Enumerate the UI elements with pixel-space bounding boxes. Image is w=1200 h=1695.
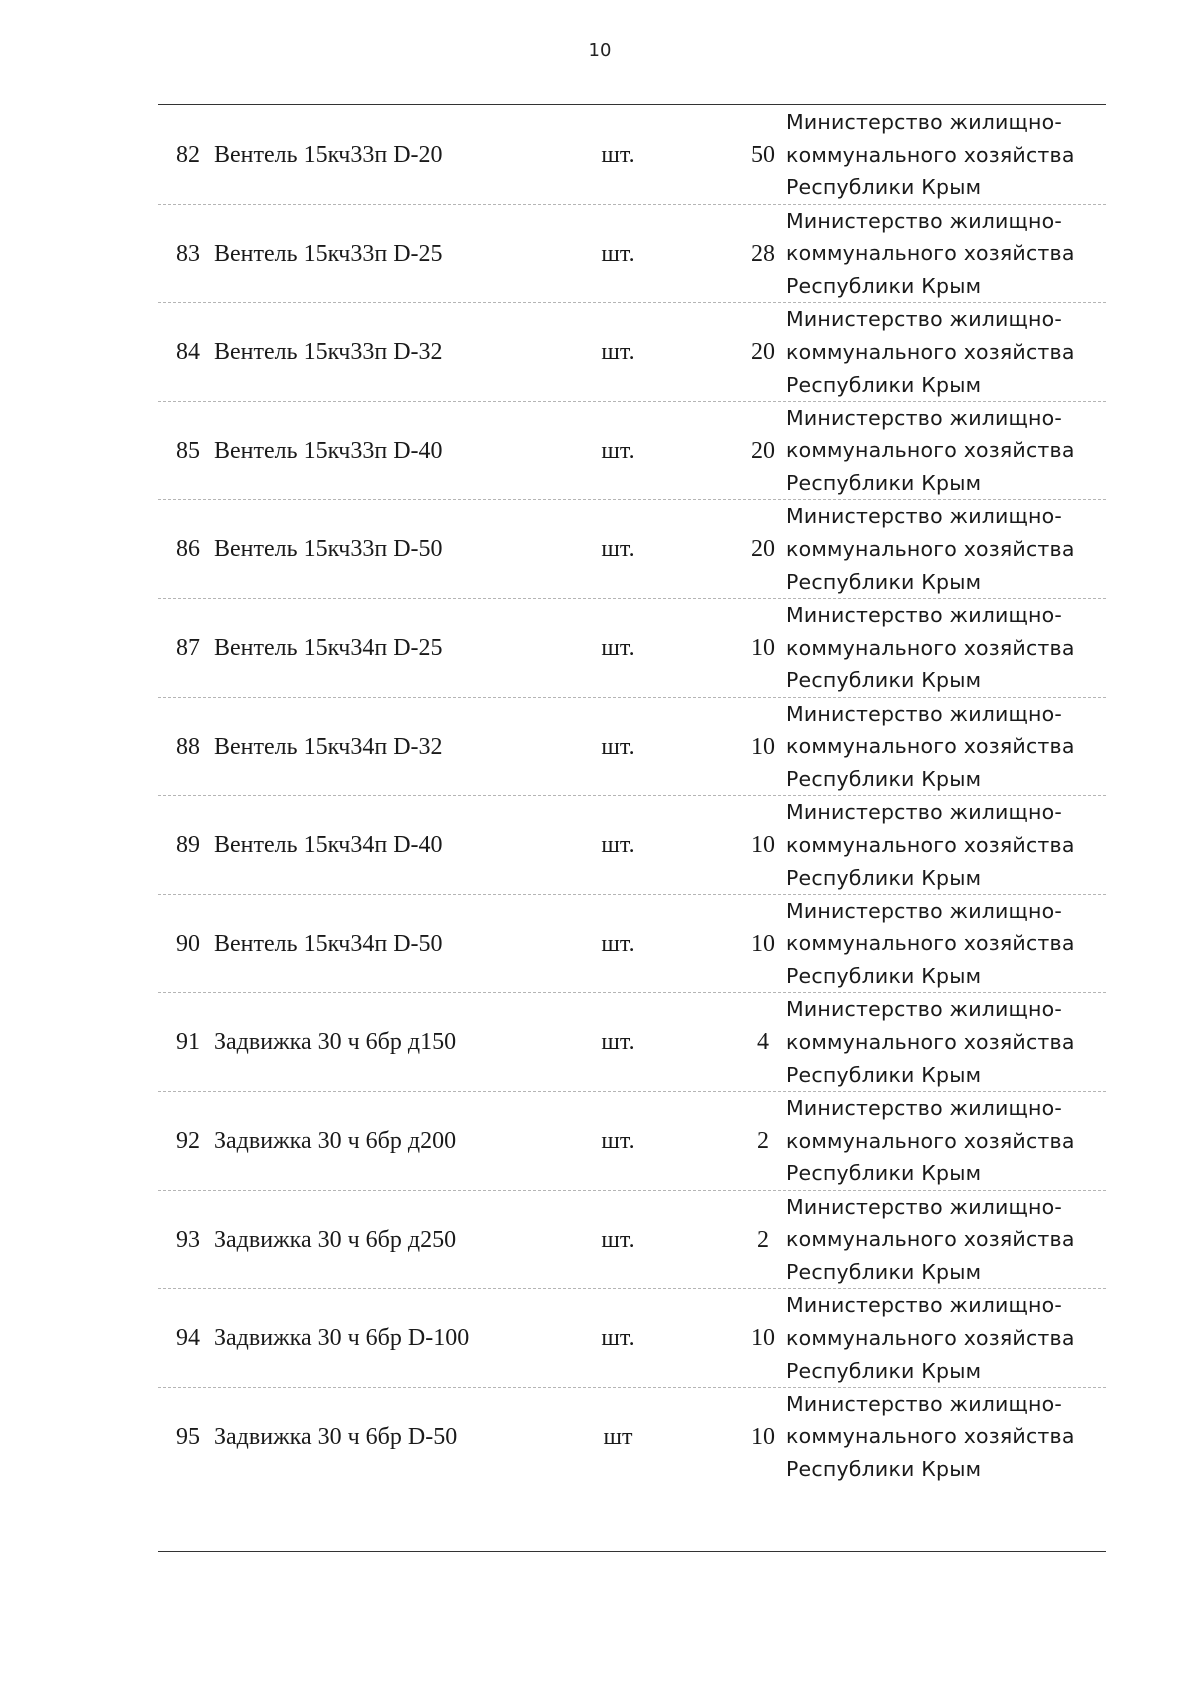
row-number: 85 <box>176 437 200 464</box>
organization-line: Министерство жилищно- <box>786 208 1062 233</box>
row-number: 95 <box>176 1423 200 1450</box>
table-row <box>158 205 1106 304</box>
organization-line: Республики Крым <box>786 668 982 693</box>
organization-line: Министерство жилищно- <box>786 997 1062 1022</box>
item-unit: шт. <box>601 339 635 366</box>
item-unit: шт. <box>601 142 635 168</box>
item-quantity: 10 <box>751 733 775 760</box>
organization-line: Министерство жилищно- <box>786 800 1062 825</box>
organization-line: Министерство жилищно- <box>786 307 1062 332</box>
item-name: Задвижка 30 ч 6бр д150 <box>214 1029 457 1056</box>
organization-line: Республики Крым <box>786 766 982 791</box>
organization-line: коммунального хозяйства <box>786 1030 1075 1055</box>
table-row <box>158 1191 1106 1290</box>
organization-line: коммунального хозяйства <box>786 1128 1075 1153</box>
table-row <box>158 895 1106 994</box>
item-quantity: 10 <box>751 930 775 957</box>
item-name: Вентель 15кч34п D-40 <box>214 832 443 859</box>
item-quantity: 10 <box>751 1325 775 1352</box>
item-name: Задвижка 30 ч 6бр д200 <box>214 1127 457 1154</box>
item-name: Вентель 15кч34п D-50 <box>214 930 443 957</box>
table-row <box>158 1289 1106 1388</box>
item-quantity: 4 <box>757 1029 769 1056</box>
table-row <box>158 303 1106 402</box>
item-name: Вентель 15кч34п D-25 <box>214 634 443 661</box>
organization-line: коммунального хозяйства <box>786 832 1075 857</box>
organization-line: Министерство жилищно- <box>786 1095 1062 1120</box>
item-unit: шт. <box>601 1127 635 1154</box>
organization-line: Республики Крым <box>786 865 982 890</box>
organization-line: Министерство жилищно- <box>786 1194 1062 1219</box>
item-quantity: 20 <box>751 339 775 366</box>
page-number: 10 <box>588 40 612 61</box>
organization-line: Министерство жилищно- <box>786 1293 1062 1318</box>
row-number: 88 <box>176 733 200 760</box>
organization-line: Министерство жилищно- <box>786 1391 1062 1416</box>
row-number: 84 <box>176 339 200 366</box>
organization-line: Министерство жилищно- <box>786 898 1062 923</box>
recipient-organization <box>786 1092 1108 1190</box>
row-number: 87 <box>176 634 200 661</box>
item-quantity: 20 <box>751 437 775 464</box>
item-unit: шт. <box>601 1029 635 1056</box>
organization-line: Министерство жилищно- <box>786 504 1062 529</box>
organization-line: коммунального хозяйства <box>786 734 1075 759</box>
organization-line: коммунального хозяйства <box>786 1325 1075 1350</box>
row-number: 94 <box>176 1325 200 1352</box>
organization-line: коммунального хозяйства <box>786 339 1075 364</box>
organization-line: Республики Крым <box>786 471 982 496</box>
organization-line: Республики Крым <box>786 569 982 594</box>
item-name: Вентель 15кч34п D-32 <box>214 733 443 760</box>
table-row <box>158 1092 1106 1191</box>
recipient-organization <box>786 402 1108 500</box>
row-number: 90 <box>176 930 200 957</box>
item-name: Вентель 15кч33п D-50 <box>214 536 443 563</box>
item-quantity: 2 <box>757 1226 769 1253</box>
organization-line: Республики Крым <box>786 1161 982 1186</box>
table-top-rule <box>158 104 1106 105</box>
item-unit: шт. <box>601 1325 635 1352</box>
table-row <box>158 500 1106 599</box>
organization-line: Республики Крым <box>786 1259 982 1284</box>
organization-line: Республики Крым <box>786 1457 982 1482</box>
organization-line: коммунального хозяйства <box>786 635 1075 660</box>
recipient-organization <box>786 796 1108 894</box>
organization-line: Республики Крым <box>786 1062 982 1087</box>
recipient-organization <box>786 1289 1108 1387</box>
table-row <box>158 796 1106 895</box>
organization-line: Министерство жилищно- <box>786 405 1062 430</box>
item-name: Вентель 15кч33п D-40 <box>214 437 443 464</box>
item-unit: шт. <box>601 733 635 760</box>
item-quantity: 10 <box>751 832 775 859</box>
table-row <box>158 599 1106 698</box>
row-number: 86 <box>176 536 200 563</box>
item-unit: шт. <box>601 930 635 957</box>
organization-line: коммунального хозяйства <box>786 1424 1075 1449</box>
inventory-table <box>158 106 1106 1486</box>
row-number: 93 <box>176 1226 200 1253</box>
item-unit: шт. <box>601 832 635 859</box>
item-unit: шт. <box>601 634 635 661</box>
organization-line: Министерство жилищно- <box>786 110 1062 134</box>
recipient-organization <box>786 993 1108 1091</box>
item-unit: шт. <box>601 437 635 464</box>
recipient-organization <box>786 599 1108 697</box>
table-row <box>158 106 1106 205</box>
item-name: Вентель 15кч33п D-25 <box>214 240 443 267</box>
item-name: Задвижка 30 ч 6бр д250 <box>214 1226 457 1253</box>
organization-line: Республики Крым <box>786 372 982 397</box>
table-row <box>158 1388 1106 1487</box>
table-row <box>158 698 1106 797</box>
recipient-organization <box>786 205 1108 303</box>
recipient-organization <box>786 698 1108 796</box>
row-number: 82 <box>176 142 200 168</box>
item-quantity: 28 <box>751 240 775 267</box>
organization-line: коммунального хозяйства <box>786 931 1075 956</box>
row-number: 83 <box>176 240 200 267</box>
item-quantity: 2 <box>757 1127 769 1154</box>
recipient-organization <box>786 500 1108 598</box>
organization-line: Министерство жилищно- <box>786 701 1062 726</box>
organization-line: Республики Крым <box>786 1358 982 1383</box>
recipient-organization <box>786 106 1108 204</box>
item-name: Вентель 15кч33п D-32 <box>214 339 443 366</box>
organization-line: коммунального хозяйства <box>786 241 1075 266</box>
organization-line: Республики Крым <box>786 175 982 200</box>
table-row <box>158 402 1106 501</box>
item-quantity: 10 <box>751 634 775 661</box>
organization-line: коммунального хозяйства <box>786 1227 1075 1252</box>
item-name: Задвижка 30 ч 6бр D-50 <box>214 1423 458 1450</box>
item-quantity: 20 <box>751 536 775 563</box>
organization-line: Республики Крым <box>786 274 982 298</box>
organization-line: Министерство жилищно- <box>786 602 1062 627</box>
item-name: Вентель 15кч33п D-20 <box>214 142 443 168</box>
recipient-organization <box>786 303 1108 401</box>
organization-line: коммунального хозяйства <box>786 537 1075 562</box>
recipient-organization <box>786 895 1108 993</box>
organization-line: Республики Крым <box>786 964 982 989</box>
recipient-organization <box>786 1388 1108 1486</box>
row-number: 92 <box>176 1127 200 1154</box>
item-unit: шт. <box>601 240 635 267</box>
item-quantity: 50 <box>751 142 775 168</box>
item-unit: шт <box>603 1423 633 1450</box>
row-number: 89 <box>176 832 200 859</box>
recipient-organization <box>786 1191 1108 1289</box>
item-unit: шт. <box>601 536 635 563</box>
table-bottom-rule <box>158 1551 1106 1552</box>
table-row <box>158 993 1106 1092</box>
organization-line: коммунального хозяйства <box>786 438 1075 463</box>
item-quantity: 10 <box>751 1423 775 1450</box>
organization-line: коммунального хозяйства <box>786 142 1075 167</box>
item-unit: шт. <box>601 1226 635 1253</box>
item-name: Задвижка 30 ч 6бр D-100 <box>214 1325 470 1352</box>
row-number: 91 <box>176 1029 200 1056</box>
